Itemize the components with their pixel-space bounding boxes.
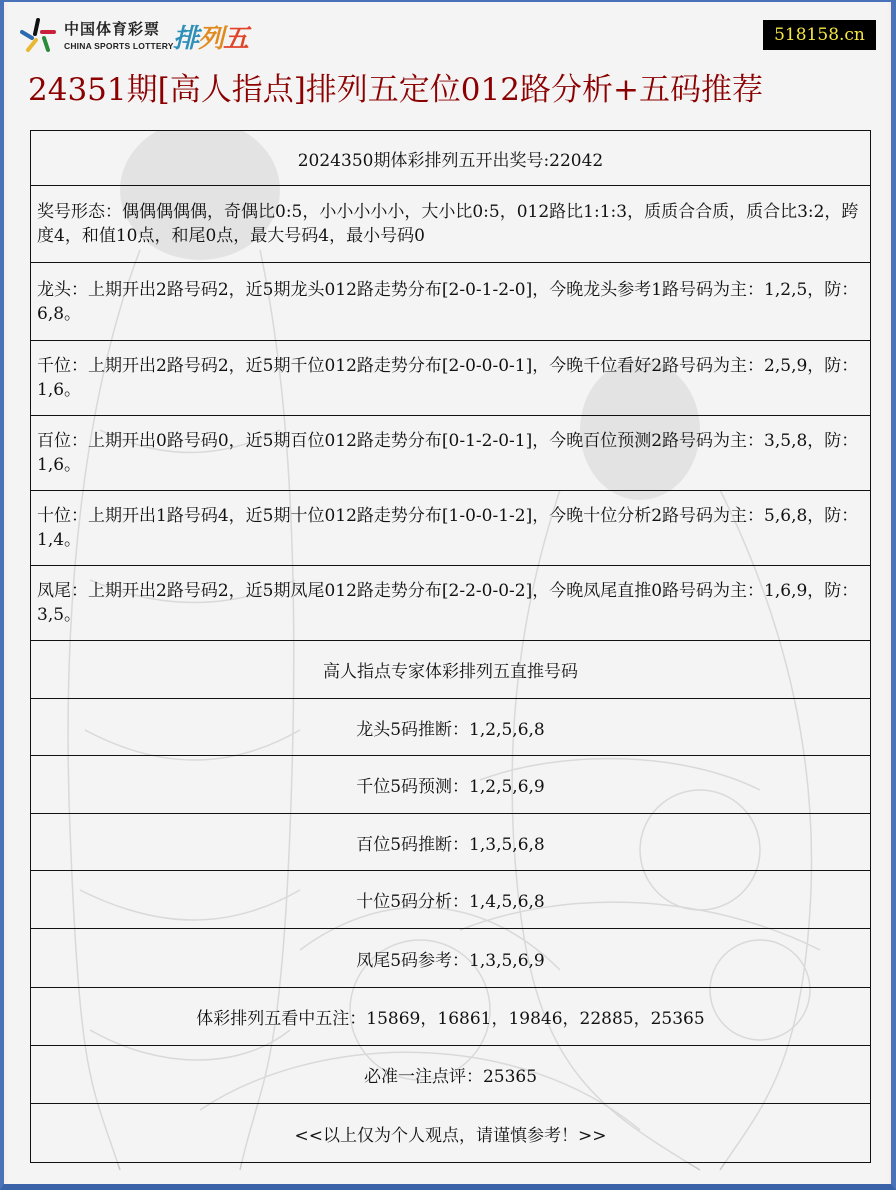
- five-code-longtou: 龙头5码推断：1,2,5,6,8: [31, 699, 871, 756]
- china-sports-lottery-logo: [18, 16, 278, 56]
- five-bets-cell: 体彩排列五看中五注：15869，16861，19846，22885，25365: [31, 988, 871, 1046]
- pailie5-game-logo: 排列五: [173, 24, 249, 54]
- analysis-table: [30, 130, 871, 1163]
- draw-pattern-cell: 奖号形态：偶偶偶偶偶，奇偶比0:5，小小小小小，大小比0:5，012路比1:1:3，质质合合质，质合比3:2，跨度4，和值10点，和尾0点，最大号码4，最小号码0: [31, 186, 871, 263]
- position-analysis-baiwei: 百位：上期开出0路号码0，近5期百位012路走势分布[0-1-2-0-1]，今晚百位预测2路号码为主：3,5,8，防：1,6。: [31, 416, 871, 491]
- section-heading: 高人指点专家体彩排列五直推号码: [31, 641, 871, 699]
- five-code-fengwei: 凤尾5码参考：1,3,5,6,9: [31, 929, 871, 988]
- disclaimer-cell: <<以上仅为个人观点，请谨慎参考！>>: [31, 1104, 871, 1163]
- page-title: 24351期[高人指点]排列五定位012路分析+五码推荐: [28, 72, 763, 108]
- position-analysis-fengwei: 凤尾：上期开出2路号码2，近5期凤尾012路走势分布[2-2-0-0-2]，今晚凤尾直推0路号码为主：1,6,9，防：3,5。: [31, 566, 871, 641]
- five-code-shiwei: 十位5码分析：1,4,5,6,8: [31, 871, 871, 929]
- five-code-baiwei: 百位5码推断：1,3,5,6,8: [31, 814, 871, 871]
- position-analysis-longtou: 龙头：上期开出2路号码2，近5期龙头012路走势分布[2-0-1-2-0]，今晚龙头参考1路号码为主：1,2,5，防：6,8。: [31, 263, 871, 341]
- lottery-star-icon: [18, 16, 58, 56]
- logo-english-name: CHINA SPORTS LOTTERY: [64, 41, 174, 51]
- header: [0, 0, 896, 60]
- position-analysis-qianwei: 千位：上期开出2路号码2，近5期千位012路走势分布[2-0-0-0-1]，今晚千位看好2路号码为主：2,5,9，防：1,6。: [31, 341, 871, 416]
- sure-bet-cell: 必准一注点评：25365: [31, 1046, 871, 1104]
- logo-chinese-name: 中国体育彩票: [64, 20, 161, 38]
- draw-result-cell: 2024350期体彩排列五开出奖号:22042: [31, 131, 871, 186]
- site-domain-badge: 518158.cn: [763, 20, 876, 50]
- position-analysis-shiwei: 十位：上期开出1路号码4，近5期十位012路走势分布[1-0-0-1-2]，今晚十位分析2路号码为主：5,6,8，防：1,4。: [31, 491, 871, 566]
- five-code-qianwei: 千位5码预测：1,2,5,6,9: [31, 756, 871, 814]
